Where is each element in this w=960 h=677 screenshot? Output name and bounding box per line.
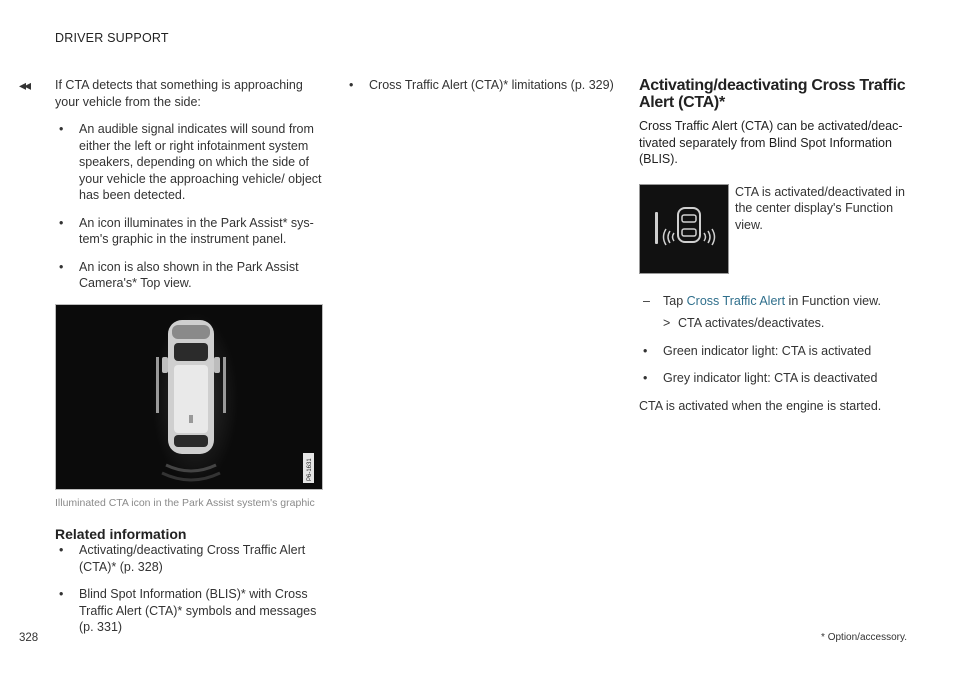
page-number: 328 xyxy=(19,632,39,644)
bullet-icon: • xyxy=(59,215,64,230)
park-assist-camera-image xyxy=(55,304,323,490)
function-view-figure xyxy=(639,184,909,279)
related-link[interactable]: • Activating/deactivating Cross Traffic Alert (CTA)* (p. 328) xyxy=(59,543,306,574)
cta-function-button-image xyxy=(639,184,729,274)
engine-start-note: CTA is activated when the engine is started. xyxy=(639,398,882,413)
section-title: Activating/deactivating Cross Traffic Alert (CTA)* xyxy=(639,77,906,111)
list-item: • Green indicator light: CTA is activated xyxy=(643,343,872,358)
image-caption: Illuminated CTA icon in the Park Assist system's graphic xyxy=(55,496,315,509)
cta-icon xyxy=(640,185,728,273)
footnote: * Option/accessory. xyxy=(821,632,907,643)
procedure-step: – Tap Cross Traffic Alert in Function view. xyxy=(643,293,881,308)
related-link[interactable]: • Cross Traffic Alert (CTA)* limitations (p. 329) xyxy=(349,78,614,92)
indicator-bullets xyxy=(639,343,909,387)
related-information-continued xyxy=(345,77,625,94)
function-view-description: CTA is activated/deactivated in the center display's Function view. xyxy=(735,184,905,232)
bullet-icon: • xyxy=(59,543,64,557)
procedure-steps xyxy=(639,293,909,332)
list-item: • An icon is also shown in the Park Assist Camera's* Top view. xyxy=(59,259,299,290)
dash-icon: – xyxy=(643,293,650,308)
result-arrow-icon: > xyxy=(663,316,671,330)
section-header: DRIVER SUPPORT xyxy=(55,31,169,45)
list-item: • An icon illuminates in the Park Assist* sys-tem's graphic in the instrument panel. xyxy=(59,215,314,246)
bullet-icon: • xyxy=(349,78,354,92)
continued-marker: ◂◂ xyxy=(19,77,30,93)
image-code: P6-1631 xyxy=(307,457,313,481)
bullet-icon: • xyxy=(59,587,64,601)
list-item: • Grey indicator light: CTA is deactivated xyxy=(643,371,878,385)
related-information-title: Related information xyxy=(55,526,187,542)
top-view-car-illustration xyxy=(56,305,322,489)
bullet-icon: • xyxy=(59,122,64,136)
bullet-icon: • xyxy=(643,343,648,358)
related-information-list xyxy=(55,542,327,636)
bullet-icon: • xyxy=(59,259,64,274)
column-2 xyxy=(345,77,625,94)
column-1 xyxy=(55,77,327,647)
detection-bullets xyxy=(55,121,327,292)
section-intro: Cross Traffic Alert (CTA) can be activated/deac-tivated separately from Blind Spot Information (BLIS). xyxy=(639,119,903,166)
list-item: • An audible signal indicates will sound from either the left or right infotainment system speakers, depending on which the side of your vehicle the approaching vehicle/ object has been detected. xyxy=(59,122,322,202)
cta-detection-intro: If CTA detects that something is approaching your vehicle from the side: xyxy=(55,78,303,109)
column-3 xyxy=(639,77,909,414)
bullet-icon: • xyxy=(643,371,648,385)
step-result: > CTA activates/deactivates. xyxy=(663,316,825,330)
cross-traffic-alert-button-label[interactable]: Cross Traffic Alert xyxy=(686,293,786,308)
related-link[interactable]: • Blind Spot Information (BLIS)* with Cross Traffic Alert (CTA)* symbols and messages (p. 331) xyxy=(59,587,317,634)
